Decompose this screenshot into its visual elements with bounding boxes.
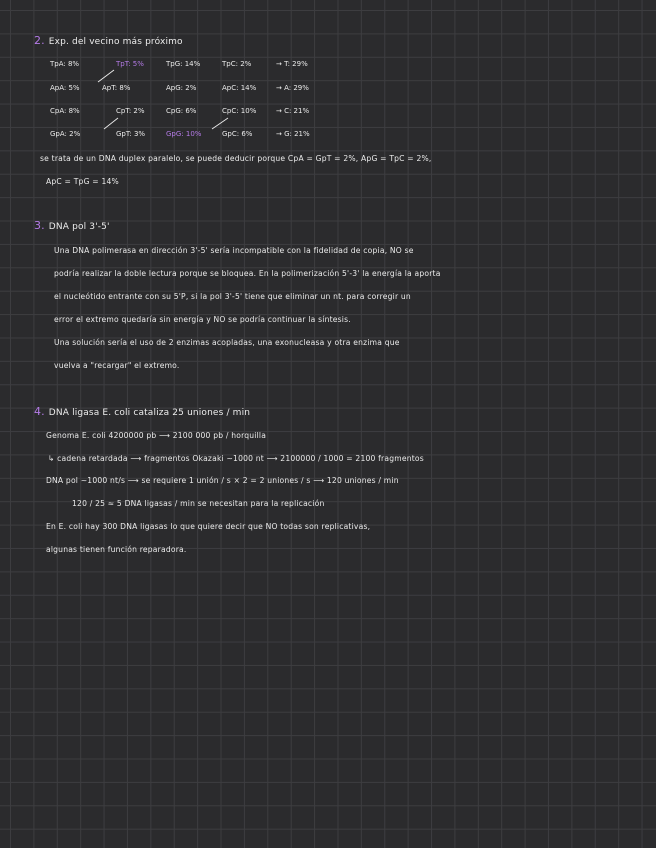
cell: TpC: 2% [222,60,252,68]
cell: TpG: 14% [166,60,201,68]
cell: GpG: 10% [166,130,202,138]
cell: TpT: 5% [116,60,144,68]
section-2-conclusion: se trata de un DNA duplex paralelo, se puede deducir porque CpA = GpT = 2%, ApG = TpC = 2%, [40,154,432,163]
cell: GpA: 2% [50,130,81,138]
cell: → C: 21% [276,107,310,115]
diagonal-stroke [212,118,228,129]
cell: ApG: 2% [166,84,197,92]
cell: GpC: 6% [222,130,253,138]
calculation-line: DNA pol ~1000 nt/s ⟶ se requiere 1 unión / s × 2 = 2 uniones / s ⟶ 120 uniones / min [46,476,399,485]
diagonal-stroke [98,70,114,82]
cell: ApC: 14% [222,84,257,92]
cell: → A: 29% [276,84,309,92]
paragraph-line: el nucleótido entrante con su 5'P, si la pol 3'-5' tiene que eliminar un nt. para corregir un [54,292,411,301]
cell: CpG: 6% [166,107,197,115]
cell: TpA: 8% [50,60,80,68]
section-3-heading [34,219,110,232]
section-4-number: 4. [34,405,45,418]
cell: → T: 29% [276,60,308,68]
section-2-conclusion-cont: ApC = TpG = 14% [46,177,119,186]
paragraph-line: vuelva a "recargar" el extremo. [54,361,180,370]
paragraph-line: Una DNA polimerasa en dirección 3'-5' sería incompatible con la fidelidad de copia, NO se [54,246,414,255]
cell: → G: 21% [276,130,310,138]
section-4-heading [34,405,250,418]
section-4-title: DNA ligasa E. coli cataliza 25 uniones / min [48,408,251,418]
cell: GpT: 3% [116,130,146,138]
cell: ApA: 5% [50,84,80,92]
section-3-number: 3. [34,219,45,232]
conclusion-line: En E. coli hay 300 DNA ligasas lo que quiere decir que NO todas son replicativas, [46,522,371,531]
section-2-title: Exp. del vecino más próximo [48,37,183,47]
section-2-number: 2. [34,34,45,47]
paragraph-line: Una solución sería el uso de 2 enzimas acopladas, una exonucleasa y otra enzima que [54,338,400,347]
diagonal-stroke [104,118,118,129]
section-3-title: DNA pol 3'-5' [48,222,110,232]
calculation-line: Genoma E. coli 4200000 pb ⟶ 2100 000 pb / horquilla [46,431,267,440]
cell: CpT: 2% [116,107,145,115]
calculation-line: ↳ cadena retardada ⟶ fragmentos Okazaki ~1000 nt ⟶ 2100000 / 1000 = 2100 fragmentos [48,454,424,463]
cell: CpA: 8% [50,107,80,115]
conclusion-line: algunas tienen función reparadora. [46,545,187,554]
calculation-line: 120 / 25 ≈ 5 DNA ligasas / min se necesitan para la replicación [72,499,325,508]
paragraph-line: error el extremo quedaría sin energía y NO se podría continuar la síntesis. [54,315,351,324]
cell: ApT: 8% [102,84,131,92]
paragraph-line: podría realizar la doble lectura porque se bloquea. En la polimerización 5'-3' la energía la aporta [54,269,441,278]
cell: CpC: 10% [222,107,257,115]
